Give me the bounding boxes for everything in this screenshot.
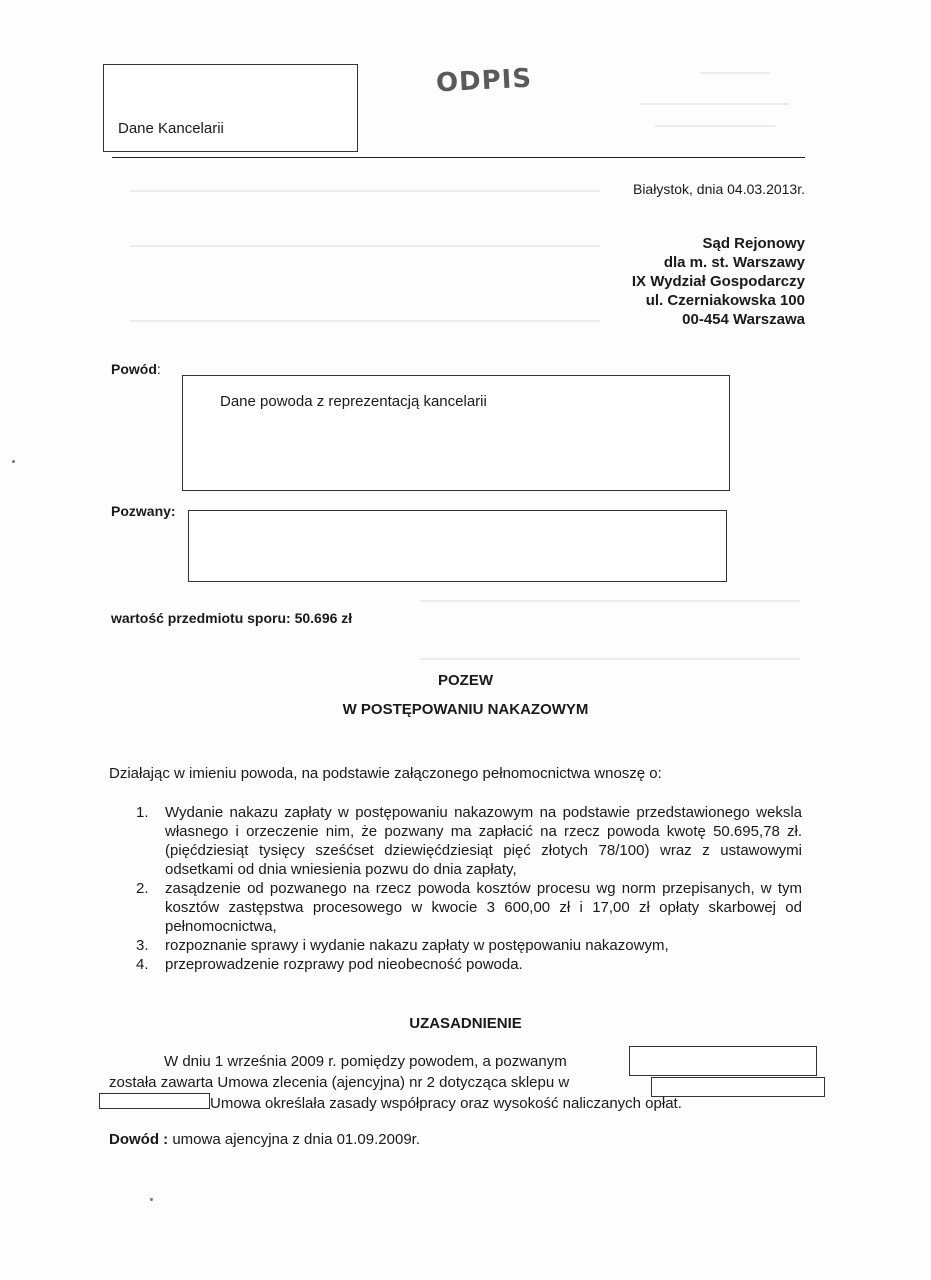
redacted-defendant-box — [629, 1046, 817, 1076]
list-item-number: 2. — [136, 880, 149, 897]
bleed-mark — [420, 600, 800, 602]
court-city: dla m. st. Warszawy — [663, 254, 805, 271]
place-date: Białystok, dnia 04.03.2013r. — [632, 181, 805, 197]
office-data-label: Dane Kancelarii — [118, 120, 224, 137]
document-subtitle: W POSTĘPOWANIU NAKAZOWYM — [342, 701, 589, 718]
list-item — [136, 955, 802, 974]
list-item-text: zasądzenie od pozwanego na rzecz powoda kosztów procesu wg norm przepisanych, w tym kosztów zastępstwa procesowego w kwocie 3 600,00 zł i 17,00 zł opłaty skarbowej od pełnomocnictwa, — [165, 880, 802, 935]
plaintiff-data-text: Dane powoda z reprezentacją kancelarii — [220, 393, 487, 410]
evidence-label: Dowód : — [109, 1131, 169, 1148]
document-title: POZEW — [438, 672, 493, 689]
redacted-address-box — [99, 1093, 210, 1109]
copy-stamp: ODPIS — [435, 63, 533, 99]
list-item-text: rozpoznanie sprawy i wydanie nakazu zapłaty w postępowaniu nakazowym, — [165, 937, 669, 954]
list-item-text: przeprowadzenie rozprawy pod nieobecność powoda. — [165, 956, 523, 973]
list-item-number: 1. — [136, 804, 149, 821]
plaintiff-label: Powód — [111, 361, 157, 377]
bleed-mark — [655, 125, 775, 127]
bleed-mark — [640, 103, 790, 105]
bleed-mark — [130, 190, 600, 192]
justification-line-1: W dniu 1 września 2009 r. pomiędzy powodem, a pozwanym — [164, 1053, 567, 1070]
bleed-mark — [130, 320, 600, 322]
court-name: Sąd Rejonowy — [702, 235, 805, 252]
list-item — [136, 936, 802, 955]
justification-line-3: Umowa określała zasady współpracy oraz wysokość naliczanych opłat. — [210, 1095, 682, 1112]
bleed-mark — [130, 245, 600, 247]
speck — [12, 460, 15, 463]
requests-list — [136, 803, 802, 974]
court-department: IX Wydział Gospodarczy — [631, 273, 805, 290]
dispute-value: wartość przedmiotu sporu: 50.696 zł — [111, 610, 353, 626]
court-street: ul. Czerniakowska 100 — [645, 292, 805, 309]
court-address — [632, 234, 805, 329]
list-item-text: Wydanie nakazu zapłaty w postępowaniu nakazowym na podstawie przedstawionego weksla własnego i orzeczenie nim, że pozwany ma zapłacić na rzecz powoda kwotę 50.695,78 zł. (pięćdziesiąt tysięcy sześćset dziewięćdziesiąt pięć złotych 78/100) wraz z ustawowymi odsetkami od dnia wniesienia pozwu do dnia zapłaty, — [165, 804, 802, 878]
list-item — [136, 879, 802, 936]
court-postcode: 00-454 Warszawa — [682, 311, 805, 328]
plaintiff-label-row — [111, 361, 161, 377]
bleed-mark — [700, 72, 770, 74]
justification-line-2: została zawarta Umowa zlecenia (ajencyjna) nr 2 dotycząca sklepu w — [109, 1074, 570, 1091]
evidence-line — [109, 1131, 420, 1148]
header-divider — [112, 157, 805, 158]
plaintiff-label-colon: : — [156, 361, 161, 377]
list-item-number: 4. — [136, 956, 149, 973]
intro-paragraph: Działając w imieniu powoda, na podstawie załączonego pełnomocnictwa wnoszę o: — [109, 765, 662, 782]
bleed-mark — [420, 658, 800, 660]
speck — [150, 1198, 153, 1201]
defendant-data-box — [188, 510, 727, 582]
justification-title: UZASADNIENIE — [409, 1015, 522, 1032]
defendant-label: Pozwany: — [111, 503, 176, 519]
office-data-box — [103, 64, 358, 152]
list-item — [136, 803, 802, 879]
plaintiff-data-box — [182, 375, 730, 491]
list-item-number: 3. — [136, 937, 149, 954]
evidence-text: umowa ajencyjna z dnia 01.09.2009r. — [168, 1131, 420, 1148]
